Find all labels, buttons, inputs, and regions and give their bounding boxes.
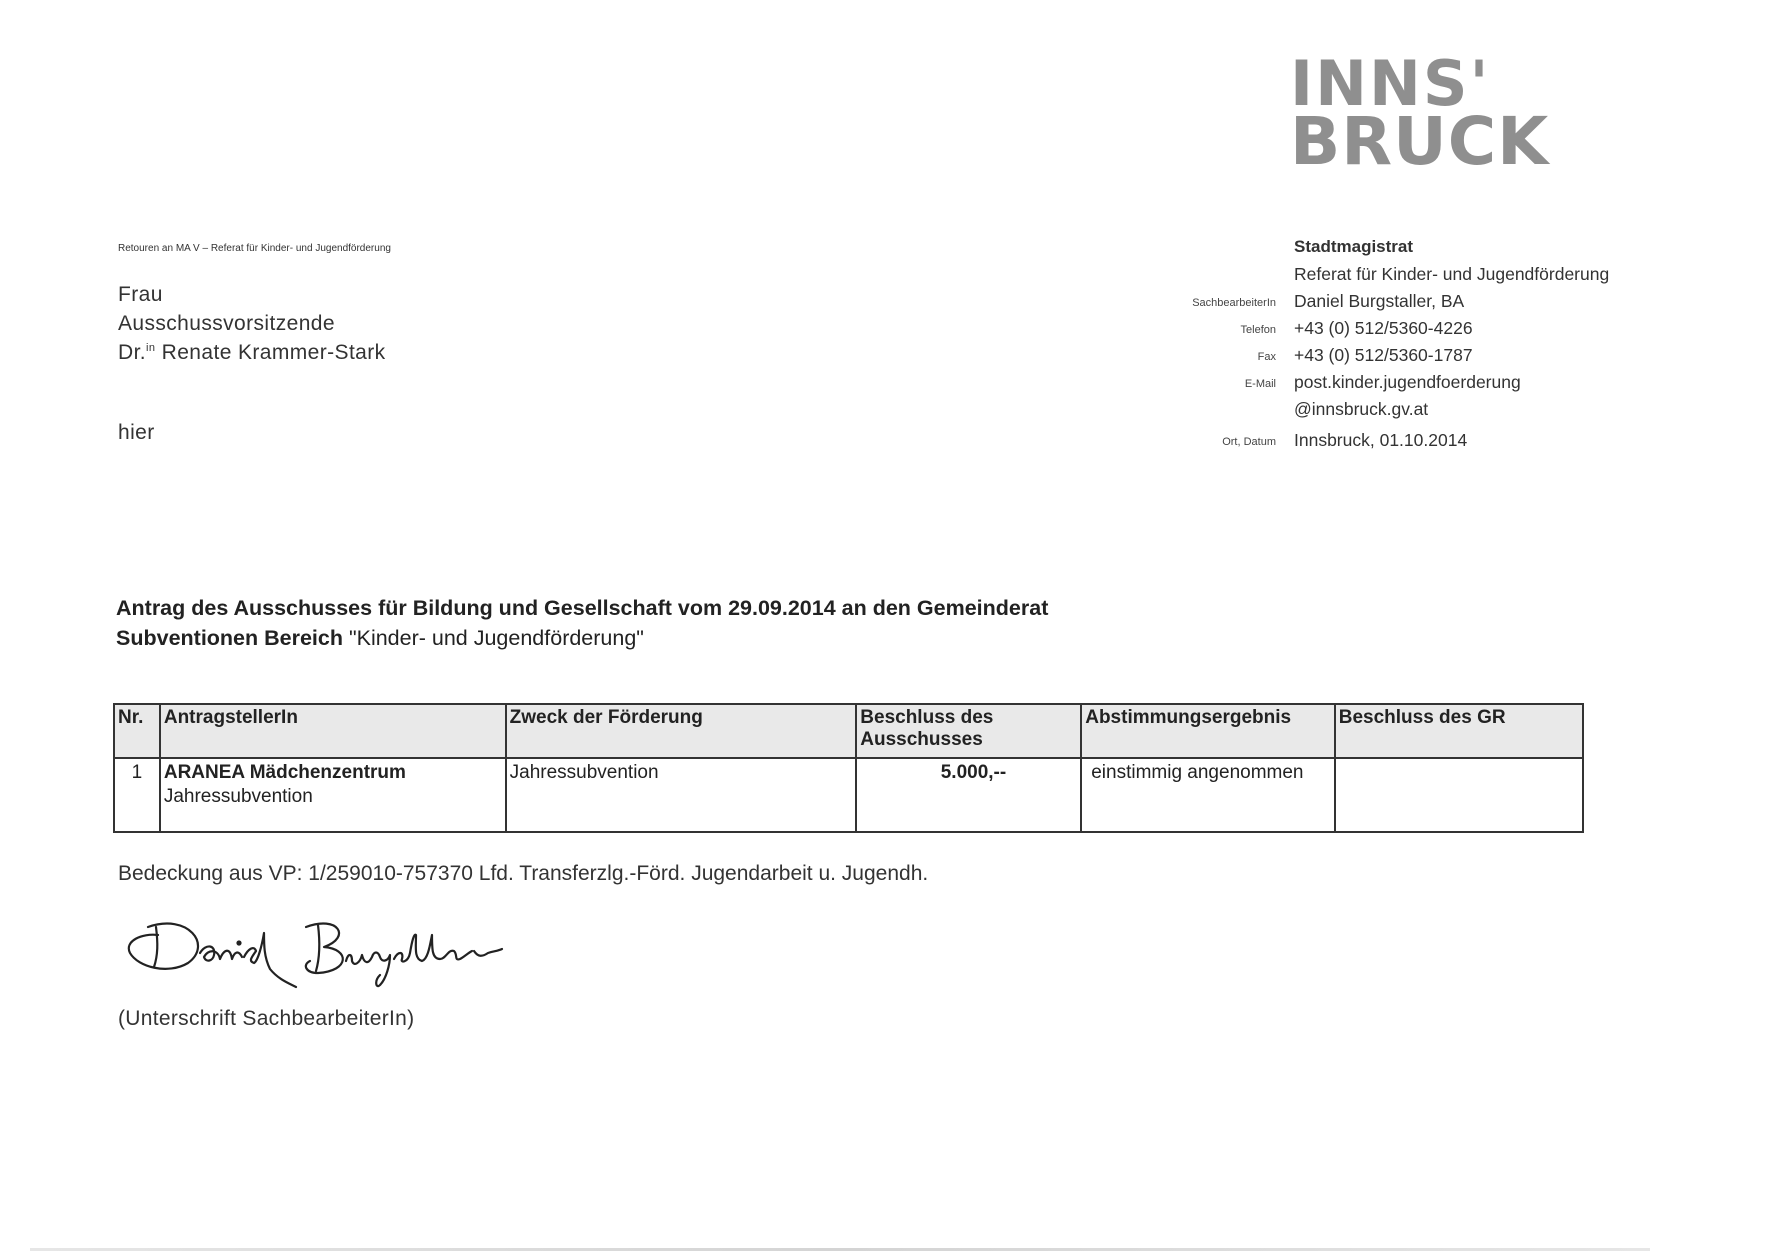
coverage-line: Bedeckung aus VP: 1/259010-757370 Lfd. Transferzlg.-Förd. Jugendarbeit u. Jugendh. — [118, 862, 929, 885]
sender-value-email: post.kinder.jugendfoerderung — [1294, 372, 1521, 392]
cell-nr: 1 — [114, 758, 160, 832]
signature-caption: (Unterschrift SachbearbeiterIn) — [118, 1007, 415, 1030]
sender-label-phone: Telefon — [1240, 324, 1276, 336]
cell-decision: 5.000,-- — [856, 758, 1081, 832]
cell-vote: einstimmig angenommen — [1081, 758, 1335, 832]
page-edge-shadow — [30, 1248, 1650, 1251]
applicant-name: ARANEA Mädchenzentrum — [163, 762, 406, 783]
innsbruck-logo — [1290, 47, 1550, 180]
document-heading: Antrag des Ausschusses für Bildung und Gesellschaft vom 29.09.2014 an den Gemeinderat — [116, 596, 1049, 620]
cell-purpose: Jahressubvention — [506, 758, 857, 832]
sender-value-clerk: Daniel Burgstaller, BA — [1294, 291, 1465, 311]
sender-label-fax: Fax — [1257, 351, 1276, 363]
signature-drawing — [118, 905, 518, 995]
recipient-title: Dr. — [118, 341, 147, 364]
sender-label-place-date: Ort, Datum — [1222, 436, 1276, 448]
recipient-name: Renate Krammer-Stark — [155, 341, 386, 364]
sender-value-email-domain: @innsbruck.gv.at — [1294, 399, 1429, 419]
recipient-hier: hier — [118, 421, 155, 444]
sender-value-phone: +43 (0) 512/5360-4226 — [1294, 318, 1473, 338]
sender-value-place-date: Innsbruck, 01.10.2014 — [1294, 430, 1468, 450]
handwritten-signature — [118, 905, 518, 1000]
recipient-title-sup: in — [146, 342, 156, 354]
header-nr: Nr. — [114, 704, 160, 758]
applicant-sub: Jahressubvention — [163, 786, 313, 807]
table-header-row — [114, 704, 1583, 758]
header-decision: Beschluss des Ausschusses — [856, 704, 1081, 758]
logo-line-2: BRUCK — [1290, 103, 1550, 180]
sender-dept: Referat für Kinder- und Jugendförderung — [1294, 264, 1610, 284]
header-applicant: AntragstellerIn — [160, 704, 506, 758]
subsidy-table — [113, 703, 1584, 833]
sender-value-fax: +43 (0) 512/5360-1787 — [1294, 345, 1473, 365]
table-row — [114, 758, 1583, 832]
cell-gr — [1335, 758, 1583, 832]
recipient-role: Ausschussvorsitzende — [118, 312, 335, 335]
cell-applicant — [160, 758, 506, 832]
logo-line-1: INNS' — [1290, 47, 1491, 120]
header-vote: Abstimmungsergebnis — [1081, 704, 1335, 758]
sender-org: Stadtmagistrat — [1294, 237, 1414, 256]
subheading-normal: "Kinder- und Jugendförderung" — [348, 626, 644, 650]
sender-label-email: E-Mail — [1244, 378, 1276, 390]
subheading-bold: Subventionen Bereich — [116, 626, 349, 650]
header-purpose: Zweck der Förderung — [506, 704, 857, 758]
document-subheading — [116, 626, 644, 651]
header-gr: Beschluss des GR — [1335, 704, 1583, 758]
return-note: Retouren an MA V – Referat für Kinder- und Jugendförderung — [118, 243, 391, 254]
recipient-salutation: Frau — [118, 283, 163, 306]
sender-label-clerk: SachbearbeiterIn — [1192, 297, 1276, 309]
